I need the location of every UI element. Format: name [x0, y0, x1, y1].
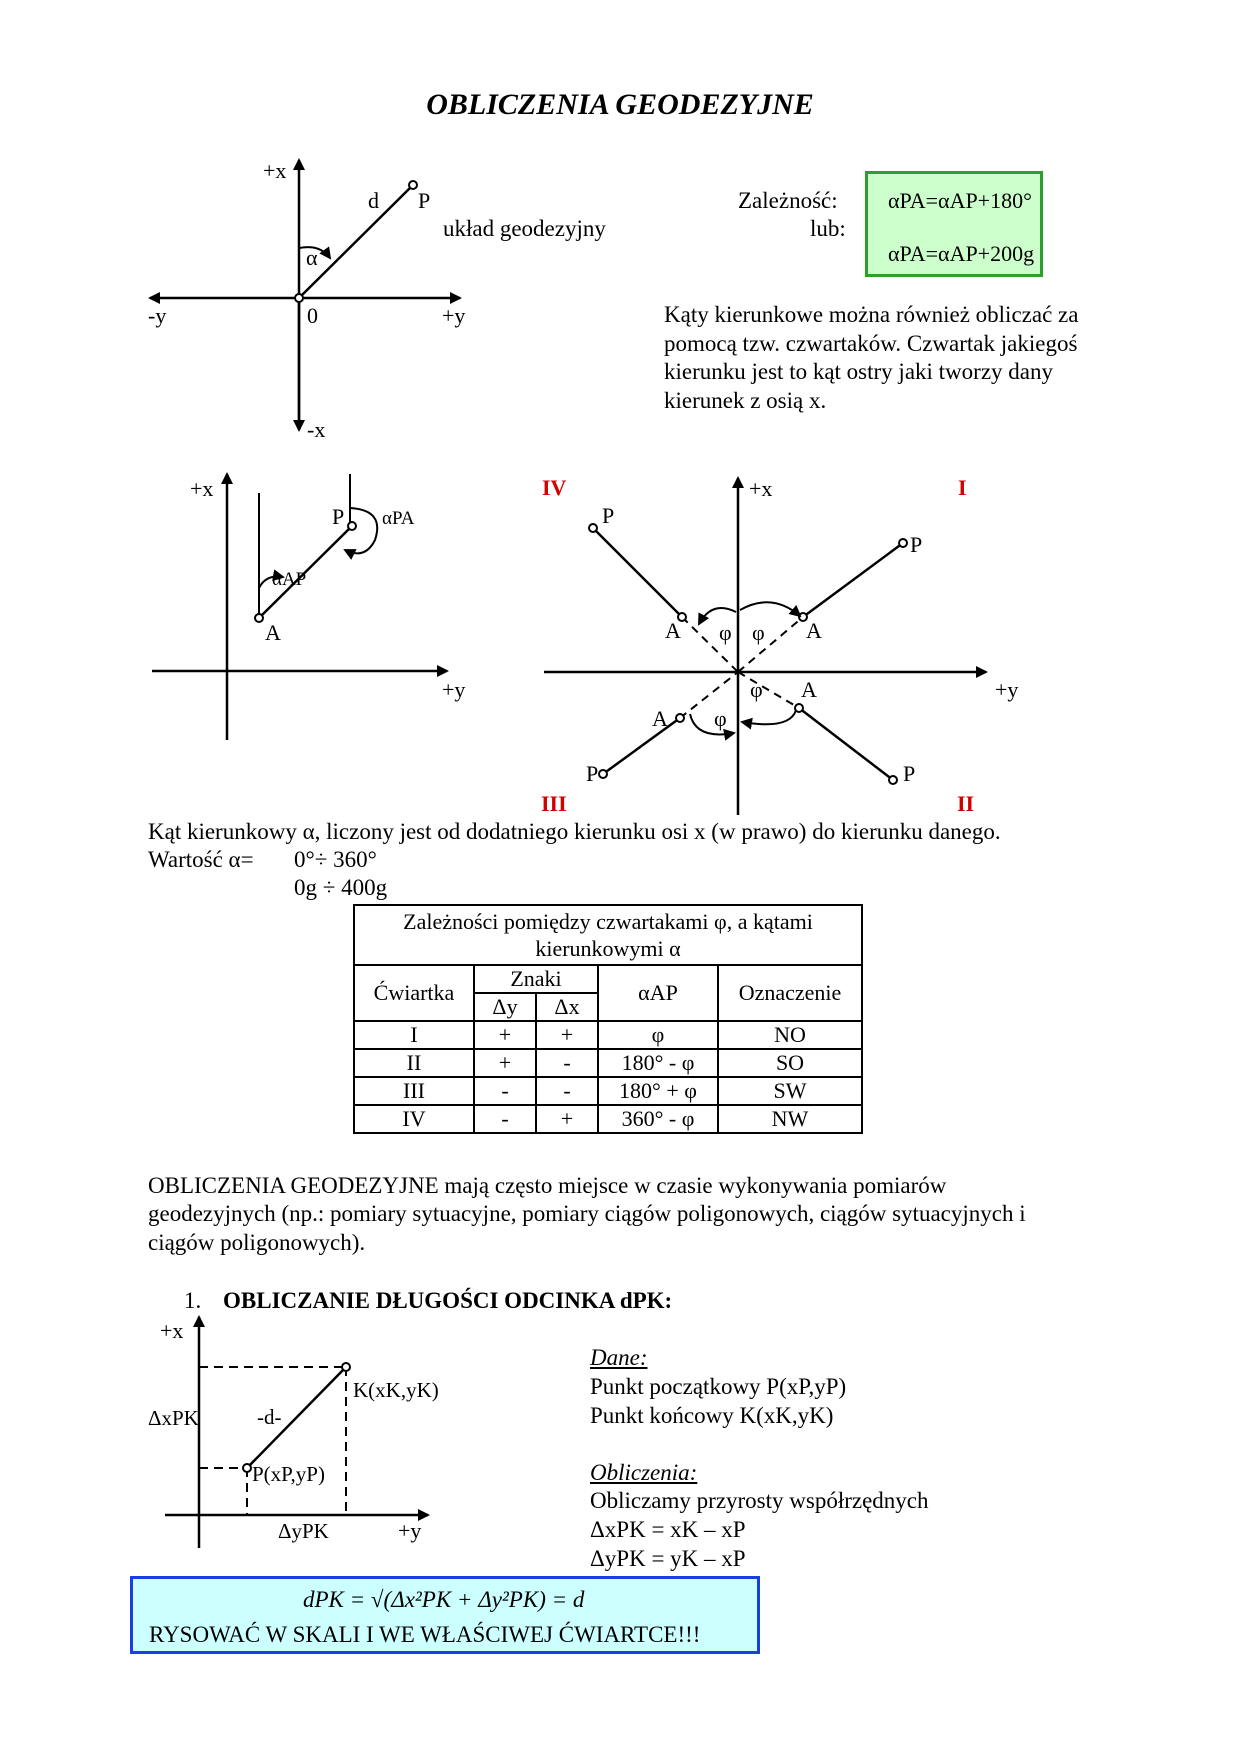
cell-dy: + — [474, 1021, 536, 1049]
quadrant-text-3: kierunku jest to kąt ostry jaki tworzy dany — [664, 359, 1054, 384]
cell-alpha: 180° + φ — [598, 1077, 718, 1105]
point-p-label: P(xP,yP) — [252, 1462, 325, 1486]
cell-mark: SO — [718, 1049, 862, 1077]
plus-x-label: +x — [263, 158, 287, 183]
phi-label: φ — [750, 677, 763, 702]
relation-label: Zależność: — [738, 188, 838, 213]
plus-x-label: +x — [190, 476, 214, 501]
cell-dx: + — [536, 1105, 598, 1133]
plus-x-label: +x — [749, 476, 773, 501]
distance-formula: dPK = √(Δx²PK + Δy²PK) = d — [303, 1587, 585, 1612]
calc-eq-dx: ΔxPK = xK – xP — [590, 1517, 746, 1542]
given-start: Punkt początkowy P(xP,yP) — [590, 1374, 847, 1399]
cell-mark: NO — [718, 1021, 862, 1049]
minus-y-label: -y — [148, 303, 167, 328]
cell-dy: + — [474, 1049, 536, 1077]
relation-line-180: αPA=αAP+180° — [888, 188, 1032, 213]
quadrant-i-label: I — [958, 475, 967, 500]
delta-x-label: ΔxPK — [148, 1406, 199, 1430]
cell-dy: - — [474, 1105, 536, 1133]
formula-box — [130, 1576, 760, 1654]
plus-y-label: +y — [442, 677, 466, 702]
alpha-range-degrees: 0°÷ 360° — [294, 847, 377, 872]
p-label: P — [602, 503, 615, 528]
plus-y-label: +y — [442, 303, 466, 328]
direction-angle-diagram — [152, 474, 465, 740]
given-end: Punkt końcowy K(xK,yK) — [590, 1403, 834, 1428]
cell-mark: NW — [718, 1105, 862, 1133]
alpha-range-grads: 0g ÷ 400g — [294, 875, 388, 900]
alpha-definition: Kąt kierunkowy α, liczony jest od dodatniego kierunku osi x (w prawo) do kierunku danego. — [148, 819, 1001, 844]
cell-alpha: 180° - φ — [598, 1049, 718, 1077]
relation-box — [865, 171, 1043, 277]
a-label: A — [801, 677, 817, 702]
quadrant-iv-label: IV — [542, 475, 567, 500]
header-alpha: αAP — [598, 965, 718, 1021]
cell-alpha: φ — [598, 1021, 718, 1049]
cell-quarter: IV — [354, 1105, 474, 1133]
header-mark: Oznaczenie — [718, 965, 862, 1021]
cell-dx: - — [536, 1077, 598, 1105]
phi-label: φ — [719, 620, 732, 645]
calc-heading: Obliczenia: — [590, 1460, 698, 1485]
quadrant-text-4: kierunek z osią x. — [664, 388, 827, 413]
cell-quarter: I — [354, 1021, 474, 1049]
header-dx: Δx — [536, 993, 598, 1021]
cell-dx: + — [536, 1021, 598, 1049]
d-label: d — [368, 188, 379, 213]
table-row — [354, 1021, 862, 1049]
plus-y-label: +y — [398, 1518, 422, 1543]
header-signs: Znaki — [474, 965, 598, 993]
paragraph-line-2: geodezyjnych (np.: pomiary sytuacyjne, pomiary ciągów poligonowych, ciągów sytuacyjnych i — [148, 1201, 1026, 1226]
page-title: OBLICZENIA GEODEZYJNE — [426, 88, 814, 121]
alpha-value-label: Wartość α= — [148, 847, 254, 872]
p-label: P — [418, 188, 431, 213]
header-quarter: Ćwiartka — [354, 965, 474, 1021]
section-title: OBLICZANIE DŁUGOŚCI ODCINKA dPK: — [223, 1288, 673, 1313]
segment-length-diagram — [148, 1317, 439, 1548]
paragraph-line-1: OBLICZENIA GEODEZYJNE mają często miejsce w czasie wykonywania pomiarów — [148, 1173, 947, 1198]
quadrant-ii-label: II — [957, 791, 975, 816]
alpha-label: α — [306, 245, 318, 270]
calc-text: Obliczamy przyrosty współrzędnych — [590, 1488, 929, 1513]
system-caption: układ geodezyjny — [443, 216, 606, 241]
plus-y-label: +y — [995, 677, 1019, 702]
a-label: A — [665, 618, 681, 643]
delta-y-label: ΔyPK — [278, 1519, 329, 1543]
cell-dy: - — [474, 1077, 536, 1105]
minus-x-label: -x — [307, 417, 326, 442]
a-label: A — [265, 620, 281, 645]
a-label: A — [806, 618, 822, 643]
origin-label: 0 — [307, 303, 318, 328]
quadrant-table — [353, 904, 863, 1134]
phi-label: φ — [752, 620, 765, 645]
plus-x-label: +x — [160, 1318, 184, 1343]
cell-mark: SW — [718, 1077, 862, 1105]
a-label: A — [652, 706, 668, 731]
alpha-pa-label: αPA — [382, 508, 415, 529]
paragraph-line-3: ciągów poligonowych). — [148, 1230, 366, 1255]
scale-note: RYSOWAĆ W SKALI I WE WŁAŚCIWEJ ĆWIARTCE!!! — [149, 1622, 701, 1647]
p-label: P — [910, 532, 923, 557]
table-row — [354, 1049, 862, 1077]
header-dy: Δy — [474, 993, 536, 1021]
phi-label: φ — [714, 706, 727, 731]
cell-dx: - — [536, 1049, 598, 1077]
p-label: P — [586, 761, 599, 786]
relation-line-200: αPA=αAP+200g — [888, 241, 1035, 266]
table-row — [354, 1077, 862, 1105]
quadrant-text-2: pomocą tzw. czwartaków. Czwartak jakiegoś — [664, 331, 1078, 356]
d-label: -d- — [257, 1405, 282, 1429]
table-caption: Zależności pomiędzy czwartakami φ, a kątami kierunkowymi α — [354, 905, 862, 965]
p-label: P — [903, 761, 916, 786]
cell-alpha: 360° - φ — [598, 1105, 718, 1133]
quadrant-iii-label: III — [541, 791, 567, 816]
relation-or-label: lub: — [810, 216, 846, 241]
calc-eq-dy: ΔyPK = yK – xP — [590, 1546, 746, 1571]
geodetic-system-diagram — [148, 158, 465, 442]
table-row — [354, 1105, 862, 1133]
section-number: 1. — [184, 1288, 202, 1313]
point-k-label: K(xK,yK) — [353, 1378, 439, 1402]
p-label: P — [332, 504, 345, 529]
quadrant-text-1: Kąty kierunkowe można również obliczać za — [664, 302, 1079, 327]
quadrants-diagram — [541, 475, 1018, 816]
given-heading: Dane: — [590, 1345, 648, 1370]
cell-quarter: II — [354, 1049, 474, 1077]
alpha-ap-label: αAP — [272, 569, 307, 590]
cell-quarter: III — [354, 1077, 474, 1105]
